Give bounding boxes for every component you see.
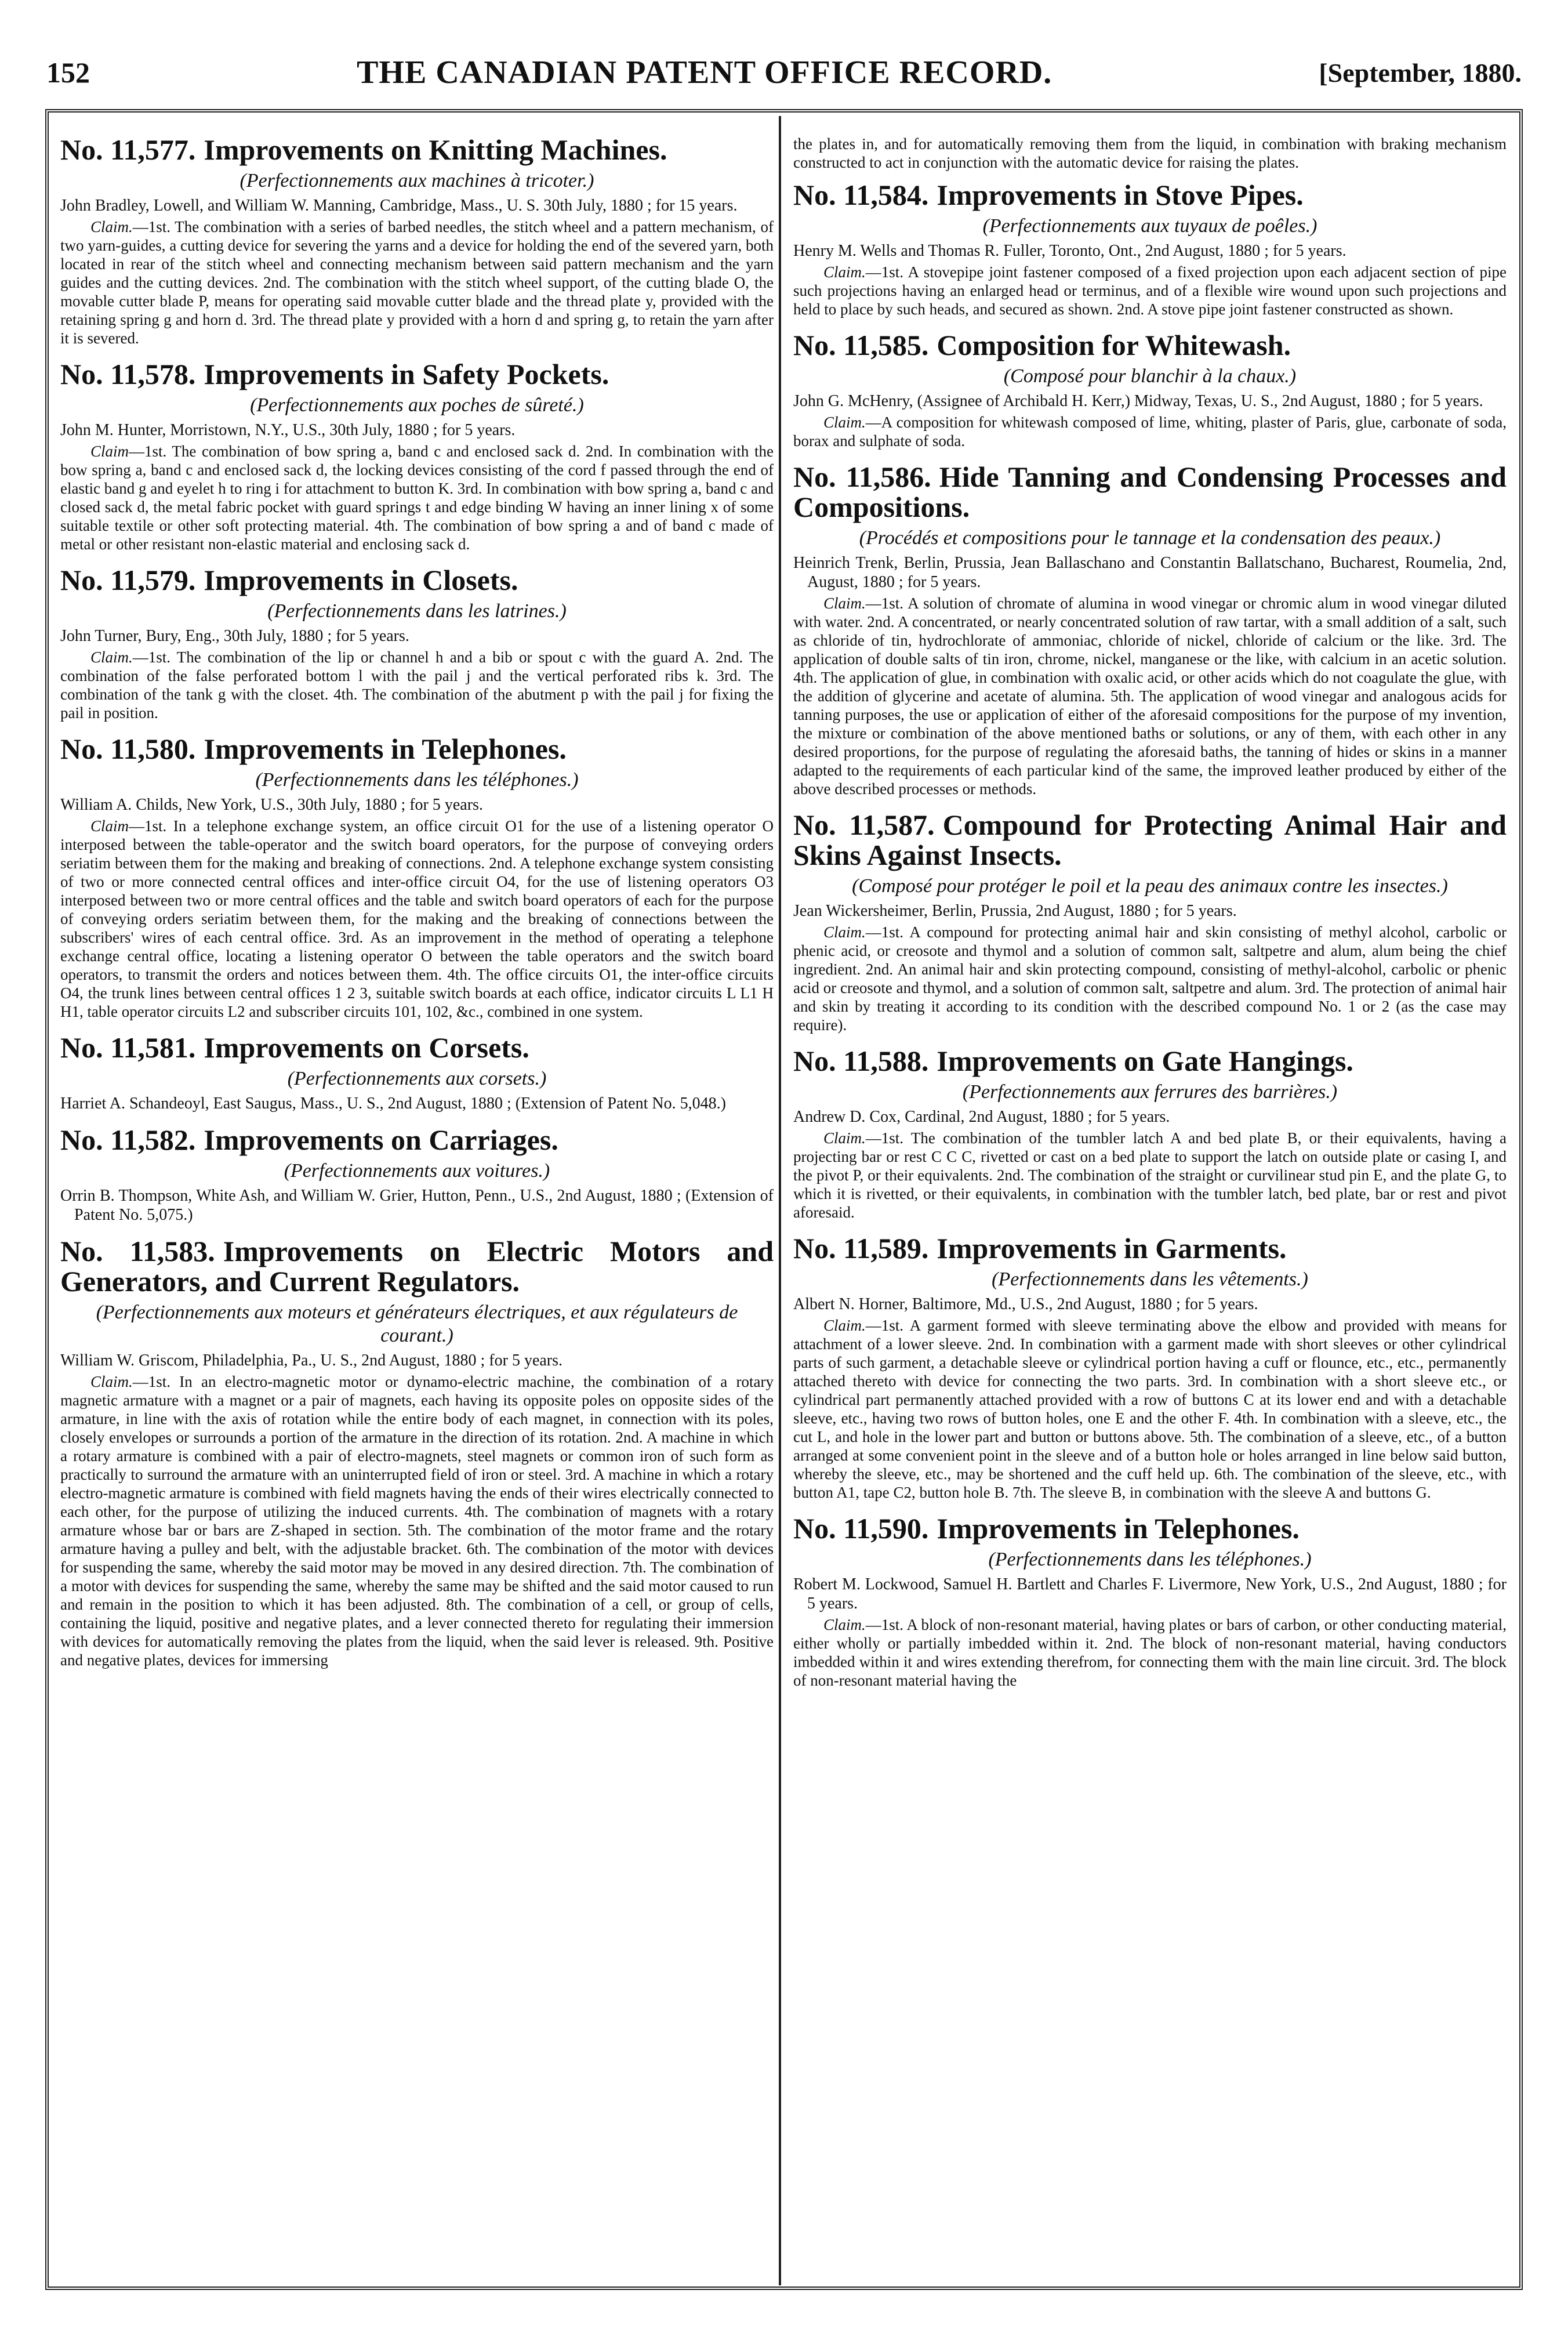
- patent-heading: [793, 462, 1507, 522]
- patent-title: Improvements on Corsets.: [204, 1031, 529, 1064]
- claim-text: —1st. A compound for protecting animal hair and skin consisting of methyl alcohol, carbolic or phenic acid, or creosote and thymol and a solution of common salt, saltpetre and alum, alum being the chief ingredient. 2nd. An animal hair and skin protecting compound, consisting of methyl-alcohol, carbolic or phenic acid or creosote and thymol, and a solution of common salt, saltpetre and alum. 3rd. The protection of animal hair and skin by treating it according to its condition with the described compound No. 1 or 2 (as the case may require).: [793, 923, 1507, 1034]
- patent-number: No. 11,583.: [60, 1235, 215, 1267]
- patent-entry: [60, 1236, 774, 1669]
- claim-label: Claim.: [823, 1129, 866, 1147]
- claim-label: Claim.: [823, 414, 866, 431]
- patent-french-title: (Perfectionnements dans les téléphones.): [988, 1549, 1312, 1570]
- patent-claim: [793, 413, 1507, 450]
- claim-label: Claim.: [90, 648, 133, 666]
- patent-entry: [793, 1233, 1507, 1502]
- patent-number: No. 11,590.: [793, 1512, 929, 1545]
- patent-french-title: (Perfectionnements aux machines à tricoter.): [239, 170, 594, 191]
- claim-label: Claim.: [823, 1616, 866, 1633]
- patent-claim: [60, 1372, 774, 1669]
- claim-text: —1st. A solution of chromate of alumina in wood vinegar or chromic alum in wood vinegar diluted with water. 2nd. A concentrated, or nearly concentrated solution of raw tartar, with a small addition of a salt, such as chloride of tin, hydrochlorate of ammoniac, chloride of nickel, chloride of calcium or the like. 3rd. The application of double salts of tin iron, chrome, nickel, manganese or the like, with calcium in an acetic solution. 4th. The application of glue, in combination with oxalic acid, or other acids which do not coagulate the glue, with the addition of glycerine and acetate of alumina. 5th. The application of wood vinegar and analogous acids for tanning purposes, the use or application of either of the aforesaid compositions for the purpose of my invention, the mixture or combination of the above mentioned baths or solutions, or any of them, with each other in any desired proportions, for the purpose of regulating the aforesaid baths, the tanning of hides or skins in a manner adapted to the requirements of each particular kind of the same, the improved leather produced by either of the above described processes or methods.: [793, 595, 1507, 798]
- patent-entry: [793, 1513, 1507, 1690]
- patent-french-title: (Perfectionnements aux ferrures des barrières.): [962, 1081, 1338, 1103]
- patent-title: Improvements on Knitting Machines.: [204, 135, 667, 166]
- patent-entry: [60, 565, 774, 722]
- patent-title: Improvements on Electric Motors and Generators, and Current Regulators.: [60, 1235, 774, 1298]
- patent-french-title: (Perfectionnements aux tuyaux de poêles.): [982, 215, 1317, 237]
- patent-entry: [60, 1125, 774, 1224]
- patent-inventors: Henry M. Wells and Thomas R. Fuller, Toronto, Ont., 2nd August, 1880 ; for 5 years.: [793, 242, 1346, 260]
- patent-french-title: (Perfectionnements dans les latrines.): [267, 600, 567, 622]
- patent-french-title: (Perfectionnements aux poches de sûreté.): [250, 394, 584, 416]
- patent-french-title: (Perfectionnements aux corsets.): [287, 1068, 547, 1089]
- patent-title: Improvements in Stove Pipes.: [937, 179, 1304, 211]
- patent-number: No. 11,589.: [793, 1232, 929, 1264]
- patent-heading: [60, 565, 774, 595]
- patent-heading: [793, 330, 1507, 360]
- claim-label: Claim: [90, 817, 129, 835]
- claim-text: —1st. A block of non-resonant material, having plates or bars of carbon, or other conducting material, either wholly or partially imbedded within it. 2nd. The block of non-resonant material, having conductors imbedded within it and wires extending therefrom, for connecting them with the main line circuit. 3rd. The block of non-resonant material having the: [793, 1616, 1507, 1689]
- publication-title: THE CANADIAN PATENT OFFICE RECORD.: [357, 55, 1052, 90]
- claim-label: Claim.: [90, 1373, 133, 1390]
- patent-entry: [60, 359, 774, 553]
- patent-french-title: (Perfectionnements aux voitures.): [284, 1160, 550, 1182]
- continued-claim-text: the plates in, and for automatically removing them from the liquid, in combination with braking mechanism constructed to act in conjunction with the automatic device for raising the plates.: [793, 135, 1507, 171]
- claim-label: Claim.: [823, 263, 866, 281]
- patent-number: No. 11,588.: [793, 1045, 929, 1077]
- patent-title: Improvements on Carriages.: [204, 1124, 558, 1156]
- patent-inventors: Albert N. Horner, Baltimore, Md., U.S., 2nd August, 1880 ; for 5 years.: [793, 1295, 1258, 1313]
- patent-french-title: (Perfectionnements dans les téléphones.): [255, 769, 579, 791]
- patent-inventors: William A. Childs, New York, U.S., 30th July, 1880 ; for 5 years.: [60, 796, 483, 814]
- patent-heading: [60, 1236, 774, 1296]
- patent-title: Hide Tanning and Condensing Processes and Compositions.: [793, 461, 1507, 523]
- patent-title: Improvements on Gate Hangings.: [937, 1045, 1353, 1077]
- patent-claim: [793, 1615, 1507, 1690]
- patent-french-title: (Composé pour blanchir à la chaux.): [1003, 365, 1297, 387]
- patent-inventors: Jean Wickersheimer, Berlin, Prussia, 2nd August, 1880 ; for 5 years.: [793, 902, 1237, 920]
- patent-inventors: William W. Griscom, Philadelphia, Pa., U. S., 2nd August, 1880 ; for 5 years.: [60, 1351, 563, 1369]
- patent-number: No. 11,579.: [60, 564, 196, 596]
- claim-text: —A composition for whitewash composed of lime, whiting, plaster of Paris, glue, carbonate of soda, borax and sulphate of soda.: [793, 414, 1507, 450]
- patent-number: No. 11,580.: [60, 733, 196, 765]
- patent-heading: [793, 810, 1507, 870]
- patent-entry: [793, 1046, 1507, 1222]
- patent-claim: [60, 817, 774, 1021]
- claim-label: Claim: [90, 443, 129, 460]
- patent-claim: [793, 1316, 1507, 1502]
- right-column: [793, 135, 1507, 2275]
- patent-title: Compound for Protecting Animal Hair and Skins Against Insects.: [793, 809, 1507, 871]
- patent-entry: [793, 462, 1507, 798]
- patent-inventors: Robert M. Lockwood, Samuel H. Bartlett and Charles F. Livermore, New York, U.S., 2nd August, 1880 ; for 5 years.: [793, 1575, 1507, 1612]
- patent-number: No. 11,587.: [793, 809, 935, 841]
- patent-claim: [60, 218, 774, 347]
- patent-inventors: Orrin B. Thompson, White Ash, and William W. Grier, Hutton, Penn., U.S., 2nd August, 1880 ; (Extension of Patent No. 5,075.): [60, 1187, 774, 1224]
- patent-entry: [60, 1032, 774, 1113]
- patent-heading: [793, 1046, 1507, 1076]
- patent-inventors: John M. Hunter, Morristown, N.Y., U.S., 30th July, 1880 ; for 5 years.: [60, 421, 516, 439]
- patent-heading: [60, 1125, 774, 1155]
- claim-label: Claim.: [823, 595, 866, 612]
- patent-title: Improvements in Garments.: [937, 1232, 1287, 1264]
- issue-date: [September, 1880.: [1319, 57, 1522, 88]
- claim-text: —1st. The combination of bow spring a, band c and enclosed sack d. 2nd. In combination with the bow spring a, band c and enclosed sack d, the locking devices consisting of the cord f passed through the end of elastic band g and eyelet h to ring i for attachment to button K. 3rd. In combination with bow spring a, band c and closed sack d, the metal fabric pocket with guard springs t and edge binding W having an inner lining x of some suitable textile or other soft protecting material. 4th. The combination of bow spring a and of band c made of metal or other resistant non-elastic material and enclosing sack d.: [60, 443, 774, 553]
- claim-text: —1st. In a telephone exchange system, an office circuit O1 for the use of a listening operator O interposed between the table-operator and the switch board operators, for the purpose of conveying orders seriatim between them for the making and breaking of connections. 2nd. A telephone exchange system consisting of two or more connected central offices and inter-office circuit O4, for the use of listening operators O3 interposed between two or more central offices and the table and switch board operators of each for the purpose of conveying orders seriatim between them, for the making and the breaking of connections between the subscribers' wires of each central office. 3rd. As an improvement in the method of operating a telephone exchange central office, locating a listening operator O between the table operators and the switch board operators, to transmit the orders and notices between them. 4th. The office circuits O1, the inter-office circuits O4, the trunk lines between central offices 1 2 3, suitable switch boards at each office, indicator circuits L L1 H H1, table operator circuits L2 and subscriber circuits 101, 102, &c., combined in one system.: [60, 817, 774, 1020]
- patent-title: Improvements in Telephones.: [937, 1512, 1300, 1545]
- patent-title: Improvements in Telephones.: [204, 733, 567, 765]
- claim-text: —1st. A garment formed with sleeve terminating above the elbow and provided with means for attachment of a lower sleeve. 2nd. In combination with a garment made with short sleeves or other cylindrical parts of such garment, a detachable sleeve or cylindrical portion having a cuff or flounce, etc., etc., permanently attached thereto with device for connecting the two parts. 3rd. In combination with a short sleeve etc., or cylindrical part permanently attached provided with a row of buttons C at its lower end and with a detachable sleeve, etc., having two rows of button holes, one E and the other F. 4th. In combination with a sleeve, etc., the cut L, and hole in the lower part and button or buttons above. 5th. The combination of a sleeve, etc., of a button arranged at some convenient point in the sleeve and of a button hole or holes arranged in line below said button, whereby the sleeve, etc., may be shortened and the cuff held up. 6th. The combination of the sleeve, etc., with button A1, tape C2, button hole B. 7th. The sleeve B, in combination with the sleeve A and buttons G.: [793, 1317, 1507, 1501]
- claim-text: —1st. A stovepipe joint fastener composed of a fixed projection upon each adjacent section of pipe such projections having an enlarged head or terminus, and of a flexible wire wound upon such projections and held to place by such heads, and secured as shown. 2nd. A stove pipe joint fastener constructed as shown.: [793, 263, 1507, 318]
- claim-label: Claim.: [823, 923, 866, 941]
- patent-inventors: John Turner, Bury, Eng., 30th July, 1880 ; for 5 years.: [60, 627, 409, 645]
- patent-claim: [793, 263, 1507, 318]
- patent-heading: [793, 180, 1507, 210]
- patent-number: No. 11,577.: [60, 135, 196, 166]
- patent-number: No. 11,586.: [793, 461, 931, 493]
- patent-french-title: (Perfectionnements aux moteurs et générateurs électriques, et aux régulateurs de courant.): [96, 1302, 738, 1346]
- patent-entry: [60, 135, 774, 347]
- patent-french-title: (Procédés et compositions pour le tannage et la condensation des peaux.): [859, 527, 1441, 549]
- patent-entry: [793, 330, 1507, 450]
- patent-inventors: Harriet A. Schandeoyl, East Saugus, Mass., U. S., 2nd August, 1880 ; (Extension of Patent No. 5,048.): [60, 1095, 726, 1113]
- patent-number: No. 11,585.: [793, 329, 929, 361]
- claim-label: Claim.: [823, 1317, 866, 1334]
- patent-title: Composition for Whitewash.: [937, 329, 1291, 361]
- patent-claim: [793, 594, 1507, 798]
- patent-number: No. 11,581.: [60, 1031, 196, 1064]
- patent-title: Improvements in Closets.: [204, 564, 518, 596]
- patent-claim: [60, 648, 774, 722]
- patent-inventors: Heinrich Trenk, Berlin, Prussia, Jean Ballaschano and Constantin Ballatschano, Bucharest, Roumelia, 2nd, August, 1880 ; for 5 years.: [793, 554, 1507, 591]
- patent-entry: [793, 810, 1507, 1034]
- page-header: [46, 46, 1522, 99]
- left-column: [60, 135, 774, 2275]
- page-number: 152: [46, 56, 90, 89]
- patent-number: No. 11,578.: [60, 358, 196, 390]
- patent-claim: [60, 442, 774, 553]
- patent-number: No. 11,582.: [60, 1124, 196, 1156]
- patent-entry: [60, 734, 774, 1021]
- patent-heading: [60, 1032, 774, 1063]
- patent-title: Improvements in Safety Pockets.: [204, 358, 609, 390]
- patent-claim: [793, 1129, 1507, 1222]
- patent-inventors: Andrew D. Cox, Cardinal, 2nd August, 1880 ; for 5 years.: [793, 1108, 1170, 1126]
- claim-text: —1st. The combination of the tumbler latch A and bed plate B, or their equivalents, having a projecting bar or rest C C C, rivetted or cast on a bed plate to support the latch on outside plate or casing I, and the pivot P, or their equivalents. 2nd. The combination of the straight or curvilinear stud pin E, and the plate G, to which it is rivetted, or their equivalents, in combination with the tumbler latch, bed plate, bar or rest and pivot aforesaid.: [793, 1129, 1507, 1221]
- patent-heading: [60, 359, 774, 389]
- patent-french-title: (Perfectionnements dans les vêtements.): [992, 1269, 1308, 1290]
- patent-number: No. 11,584.: [793, 179, 929, 211]
- claim-text: —1st. In an electro-magnetic motor or dynamo-electric machine, the combination of a rotary magnetic armature with a magnet or a pair of magnets, each having its opposite poles on opposite sides of the armature, in line with the axis of rotation while the entire body of each magnet, in connection with its poles, closely envelopes or surrounds a portion of the armature in the direction of its rotation. 2nd. A machine in which a rotary armature is combined with a pair of electro-magnets, steel magnets or common iron of such form as practically to surround the armature with an uninterrupted field of iron or steel. 3rd. A machine in which a rotary electro-magnetic armature is combined with field magnets having the ends of their wires electrically connected to each other, for the purpose of utilizing the induced currents. 4th. The combination of magnets with a rotary armature whose bar or bars are Z-shaped in section. 5th. The combination of the motor frame and the rotary armature having a pulley and belt, with the adjustable bracket. 6th. The combination of the motor with devices for suspending the same, whereby the said motor may be moved in any desired direction. 7th. The combination of a motor with devices for suspending the same, whereby the same may be shifted and the said motor caused to run and remain in the position to which it has been adjusted. 8th. The combination of a cell, or group of cells, containing the liquid, positive and negative plates, and a lever connected thereto for regulating their immersion with devices for automatically removing the plates from the liquid, when the said lever is released. 9th. Positive and negative plates, devices for immersing: [60, 1373, 774, 1669]
- claim-text: —1st. The combination of the lip or channel h and a bib or spout c with the guard A. 2nd. The combination of the false perforated bottom l with the pail j and the vertical perforated ribs k. 3rd. The combination of the tank g with the closet. 4th. The combination of the abutment p with the pail j for fixing the pail in position.: [60, 648, 774, 722]
- patent-heading: [793, 1233, 1507, 1263]
- patent-inventors: John G. McHenry, (Assignee of Archibald H. Kerr,) Midway, Texas, U. S., 2nd August, 1880 ; for 5 years.: [793, 392, 1483, 410]
- claim-label: Claim.: [90, 218, 133, 235]
- patent-inventors: John Bradley, Lowell, and William W. Manning, Cambridge, Mass., U. S. 30th July, 1880 ; for 15 years.: [60, 197, 738, 215]
- patent-heading: [60, 734, 774, 764]
- patent-claim: [793, 923, 1507, 1034]
- column-divider: [779, 116, 781, 2285]
- claim-text: —1st. The combination with a series of barbed needles, the stitch wheel and a pattern mechanism, of two yarn-guides, a cutting device for severing the yarns and a device for holding the end of the severed yarn, both located in rear of the stitch wheel and connecting mechanism between said pattern mechanism and the yarn guides and the cutting devices. 2nd. The combination with the stitch wheel support, of the cutting blade O, the movable cutter blade P, means for operating said movable cutter blade and the thread plate y, provided with the retaining spring g and horn d. 3rd. The thread plate y provided with a horn d and spring g, to retain the yarn after it is severed.: [60, 218, 774, 347]
- patent-french-title: (Composé pour protéger le poil et la peau des animaux contre les insectes.): [852, 875, 1448, 897]
- patent-entry: [793, 180, 1507, 318]
- patent-heading: [60, 135, 774, 165]
- patent-heading: [793, 1513, 1507, 1543]
